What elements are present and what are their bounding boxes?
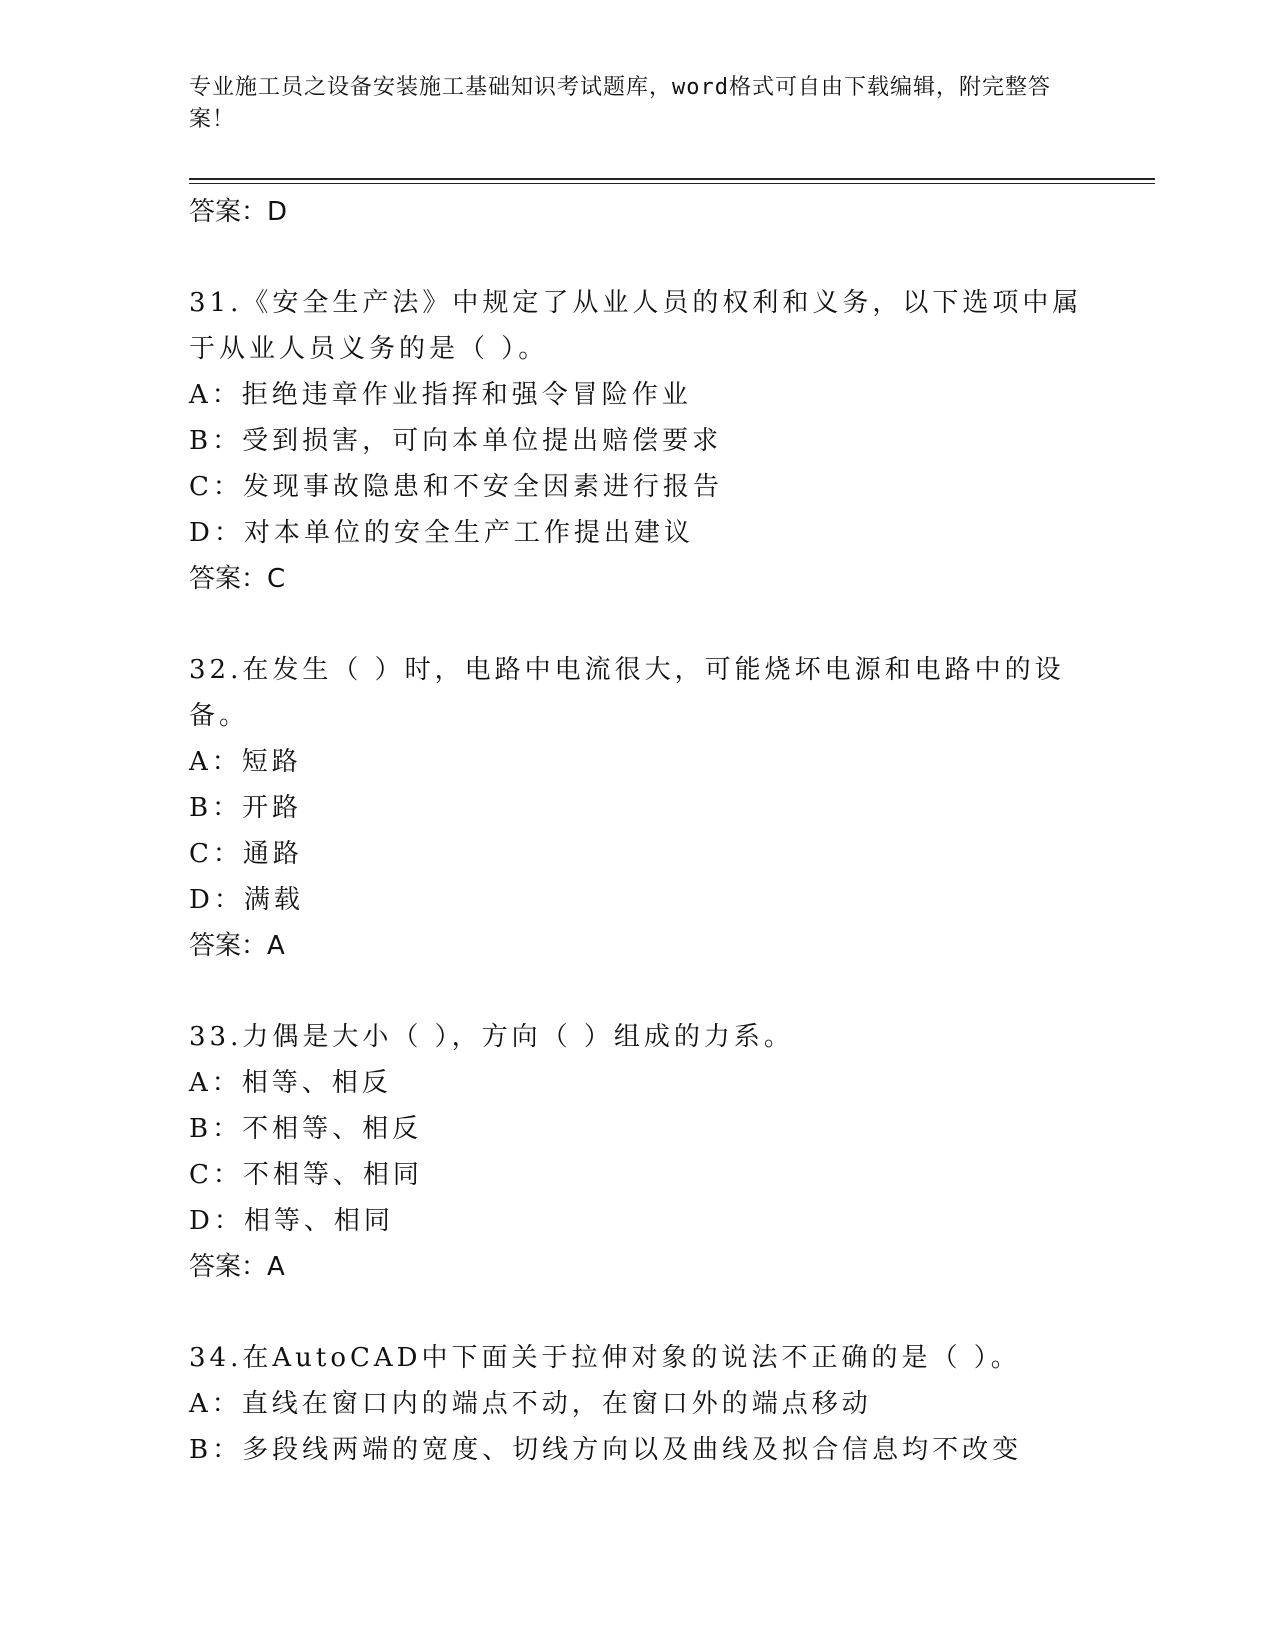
question-stem: 33.力偶是大小（ ），方向（ ）组成的力系。 — [189, 1022, 794, 1052]
answer: 答案：A — [189, 931, 285, 961]
option-c: C：不相等、相同 — [189, 1160, 423, 1190]
question-stem: 32.在发生（ ）时，电路中电流很大，可能烧坏电源和电路中的设备。 — [189, 655, 1065, 731]
answer-previous: 答案：D — [189, 197, 288, 227]
question-stem: 31.《安全生产法》中规定了从业人员的权利和义务，以下选项中属于从业人员义务的是（ ）。 — [189, 288, 1083, 364]
answer: 答案：C — [189, 564, 286, 594]
option-a: A：短路 — [189, 747, 302, 777]
question-32 — [189, 647, 1089, 969]
option-b: B：受到损害，可向本单位提出赔偿要求 — [189, 426, 723, 456]
page-header: 专业施工员之设备安装施工基础知识考试题库，word格式可自由下载编辑，附完整答案！ — [189, 75, 1051, 132]
option-d: D：相等、相同 — [189, 1206, 394, 1236]
option-a: A：直线在窗口内的端点不动，在窗口外的端点移动 — [189, 1389, 872, 1419]
option-a: A：拒绝违章作业指挥和强令冒险作业 — [189, 380, 692, 410]
question-34 — [189, 1335, 1089, 1473]
header-rule-thin — [189, 183, 1155, 184]
option-a: A：相等、相反 — [189, 1068, 392, 1098]
question-list — [189, 189, 1089, 1518]
option-b: B：不相等、相反 — [189, 1114, 423, 1144]
question-31 — [189, 280, 1089, 602]
option-d: D：对本单位的安全生产工作提出建议 — [189, 518, 694, 548]
option-b: B：多段线两端的宽度、切线方向以及曲线及拟合信息均不改变 — [189, 1435, 1023, 1465]
question-33 — [189, 1014, 1089, 1290]
option-b: B：开路 — [189, 793, 303, 823]
question-stem: 34.在AutoCAD中下面关于拉伸对象的说法不正确的是（ ）。 — [189, 1343, 1021, 1373]
answer: 答案：A — [189, 1252, 285, 1282]
header-rule-thick — [189, 178, 1155, 180]
option-d: D：满载 — [189, 885, 304, 915]
option-c: C：通路 — [189, 839, 303, 869]
option-c: C：发现事故隐患和不安全因素进行报告 — [189, 472, 723, 502]
